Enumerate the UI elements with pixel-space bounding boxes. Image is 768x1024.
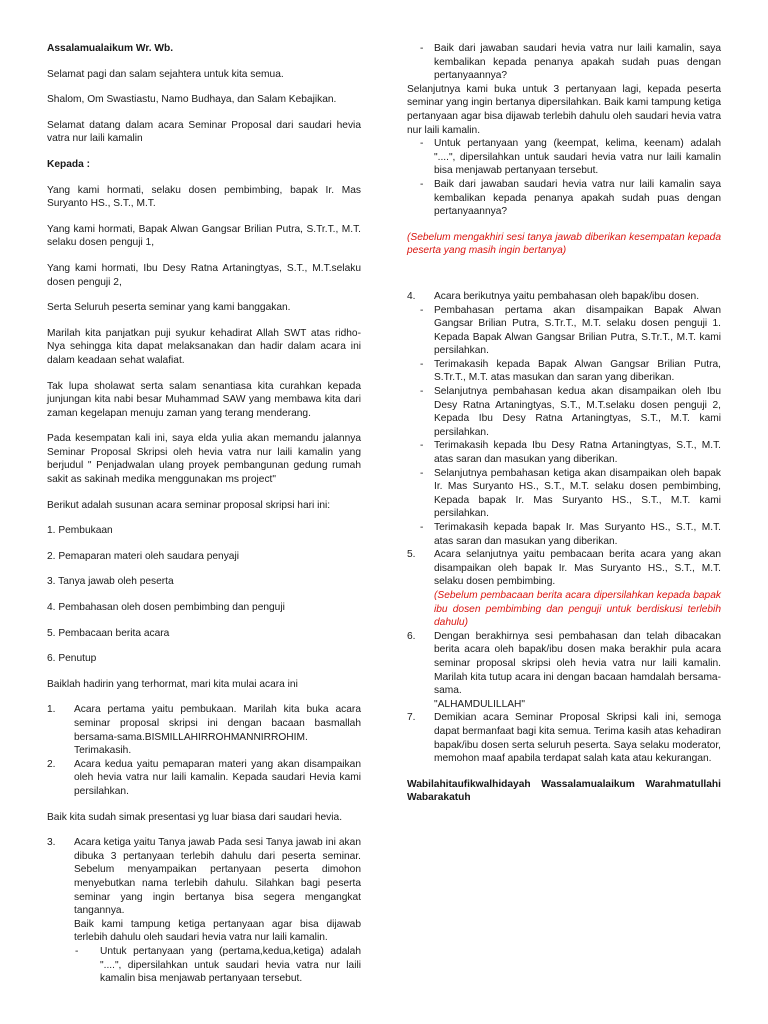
left-column: [47, 42, 361, 986]
item-text: Acara ketiga yaitu Tanya jawab Pada sesi Tanya jawab ini akan dibuka 3 pertanyaan terlebih dahulu dari peserta seminar. Sebelum menyampaikan pertanyaan peserta dimohon menyebutkan nama terlebih dahulu. Silahkan bagi peserta seminar yang ingin bertanya bisa segera mengangkat tangannya.: [74, 837, 361, 917]
sub-item: [47, 945, 361, 986]
agenda-item: 3. Tanya jawab oleh peserta: [47, 576, 174, 588]
sub-item: [407, 385, 721, 439]
paragraph: Baik kita sudah simak presentasi yg luar biasa dari saudari hevia.: [47, 811, 343, 823]
item-text: "ALHAMDULILLAH": [434, 698, 526, 710]
item-number: 2.: [47, 758, 56, 770]
paragraph: Shalom, Om Swastiastu, Namo Budhaya, dan Salam Kebajikan.: [47, 94, 337, 106]
item-text: Acara kedua yaitu pemaparan materi yang akan disampaikan oleh hevia vatra nur laili kamalin. Kepada saudari Hevia kami persilahkan.: [74, 758, 361, 797]
paragraph: Pada kesempatan kali ini, saya elda yulia akan memandu jalannya Seminar Proposal Skripsi oleh hevia vatra nur laili kamalin yang berjudul " Penjadwalan ulang proyek pembangunan gedung rumah sakit as sakinah medika menggunakan ms project": [47, 433, 361, 486]
agenda-item: 2. Pemaparan materi oleh saudara penyaji: [47, 550, 239, 562]
paragraph: Yang kami hormati, Ibu Desy Ratna Artaningtyas, S.T., M.T.selaku dosen penguji 2,: [47, 262, 361, 288]
sub-item-text: Untuk pertanyaan yang (keempat, kelima, keenam) adalah "....", dipersilahkan untuk saudari hevia vatra nur laili kamalin bisa menjawab pertanyaan tersebut.: [434, 138, 721, 177]
paragraph: Yang kami hormati, selaku dosen pembimbing, bapak Ir. Mas Suryanto HS., S.T., M.T.: [47, 184, 361, 210]
agenda-item: 5. Pembacaan berita acara: [47, 627, 170, 639]
paragraph: Baiklah hadirin yang terhormat, mari kita mulai acara ini: [47, 678, 298, 690]
numbered-item-5: [407, 548, 721, 630]
right-column: [407, 42, 721, 805]
item-number: 5.: [407, 549, 416, 561]
numbered-item-3: [47, 836, 361, 945]
sub-item-text: Selanjutnya pembahasan ketiga akan disampaikan oleh bapak Ir. Mas Suryanto HS., S.T., M.T. selaku dosen pembimbing, Kepada bapak Ir. Mas Suryanto HS., S.T., M.T. kami persilahkan.: [434, 467, 721, 520]
item-text: Baik kami tampung ketiga pertanyaan agar bisa dijawab terlebih dahulu oleh saudari hevia vatra nur laili kamalin.: [74, 918, 361, 944]
sub-item-text: Baik dari jawaban saudari hevia vatra nur laili kamalin saya kembalikan kepada penanya apakah sudah puas dengan pertanyaannya?: [434, 178, 721, 218]
paragraph: Selamat pagi dan salam sejahtera untuk kita semua.: [47, 68, 284, 80]
item-text: Demikian acara Seminar Proposal Skripsi kali ini, semoga dapat bermanfaat bagi kita semua. Terima kasih atas kehadiran bapak/ibu dosen serta seluruh peserta. Saya selaku moderator, memohon maaf apabila terdapat salah kata atau kekurangan.: [434, 712, 721, 765]
item-text: Acara pertama yaitu pembukaan. Marilah kita buka acara seminar proposal skripsi ini dengan bacaan basmallah bersama-sama.BISMILLAHIRROHMANNIRROHIM. Terimakasih.: [74, 704, 361, 757]
kepada-heading: Kepada :: [47, 158, 91, 170]
sub-item: [407, 358, 721, 385]
item-text: Acara selanjutnya yaitu pembacaan berita acara yang akan disampaikan oleh bapak Ir. Mas Suryanto HS., S.T., M.T. selaku dosen pembimbing.: [434, 549, 721, 588]
greeting: Assalamualaikum Wr. Wb.: [47, 43, 174, 54]
dash-bullet: -: [420, 440, 424, 452]
dash-bullet: -: [420, 386, 424, 398]
sub-item-text: Terimakasih kepada Bapak Alwan Gangsar Brilian Putra, S.Tr.T., M.T. atas masukan dan saran yang diberikan.: [434, 358, 721, 384]
agenda-item: 4. Pembahasan oleh dosen pembimbing dan penguji: [47, 602, 285, 614]
dash-bullet: -: [420, 43, 424, 54]
sub-item-text: Untuk pertanyaan yang (pertama,kedua,ketiga) adalah "....", dipersilahkan untuk saudari hevia vatra nur laili kamalin bisa menjawab pertanyaan tersebut.: [100, 945, 361, 985]
sub-item-text: Pembahasan pertama akan disampaikan Bapak Alwan Gangsar Brilian Putra, S.Tr.T., M.T. selaku dosen penguji 1. Kepada Bapak Alwan Gangsar Brilian Putra, S.Tr.T., M.T. kami persilahkan.: [434, 304, 721, 357]
paragraph: Selamat datang dalam acara Seminar Proposal dari saudari hevia vatra nur laili kamalin: [47, 119, 361, 145]
sub-item-text: Terimakasih kepada Ibu Desy Ratna Artaningtyas, S.T., M.T. atas saran dan masukan yang diberikan.: [434, 440, 721, 466]
sub-item: [407, 137, 721, 178]
item-number: 7.: [407, 712, 416, 724]
paragraph: Berikut adalah susunan acara seminar proposal skripsi hari ini:: [47, 499, 331, 511]
paragraph: Yang kami hormati, Bapak Alwan Gangsar Brilian Putra, S.Tr.T., M.T. selaku dosen penguji 1,: [47, 223, 361, 249]
dash-bullet: -: [75, 945, 79, 957]
closing-salutation: Wabilahitaufikwalhidayah Wassalamualaikum Warahmatullahi Wabarakatuh: [407, 778, 721, 804]
numbered-item-7: [407, 711, 721, 765]
dash-bullet: -: [420, 304, 424, 316]
red-note: (Sebelum mengakhiri sesi tanya jawab diberikan kesempatan kepada peserta yang masih ingin bertanya): [407, 231, 721, 257]
paragraph: Tak lupa sholawat serta salam senantiasa kita curahkan kepada junjungan kita nabi besar Muhammad SAW yang membawa kita dari zaman kegelapan menuju zaman yang terang menderang.: [47, 380, 361, 419]
sub-item-text: Terimakasih kepada bapak Ir. Mas Suryanto HS., S.T., M.T. atas saran dan masukan yang diberikan.: [434, 522, 721, 547]
sub-item: [407, 42, 721, 83]
sub-item-text: Selanjutnya pembahasan kedua akan disampaikan oleh Ibu Desy Ratna Artaningtyas, S.T., M.T.selaku dosen penguji 2, Kepada Ibu Desy Ratna Artaningtyas, S.T., M.T. kami persilahkan.: [434, 386, 721, 438]
item-number: 3.: [47, 837, 56, 849]
sub-item-text: Baik dari jawaban saudari hevia vatra nur laili kamalin, saya kembalikan kepada penanya apakah sudah puas dengan pertanyaannya?: [434, 43, 721, 82]
dash-bullet: -: [420, 178, 424, 190]
numbered-item-6: [407, 630, 721, 712]
dash-bullet: -: [420, 467, 424, 479]
numbered-item-1: [47, 703, 361, 757]
sub-item: [407, 178, 721, 219]
sub-item: [407, 521, 721, 548]
red-note: (Sebelum pembacaan berita acara dipersilahkan kepada bapak ibu dosen pembimbing dan penguji untuk berdiskusi terlebih dahulu): [434, 589, 721, 629]
dash-bullet: -: [420, 138, 424, 150]
dash-bullet: -: [420, 522, 424, 533]
agenda-item: 6. Penutup: [47, 653, 97, 665]
sub-item: [407, 439, 721, 466]
dash-bullet: -: [420, 358, 424, 370]
item-text: Acara berikutnya yaitu pembahasan oleh bapak/ibu dosen.: [434, 290, 700, 302]
sub-item: [407, 467, 721, 521]
agenda-item: 1. Pembukaan: [47, 525, 113, 537]
paragraph: Selanjutnya kami buka untuk 3 pertanyaan lagi, kepada peserta seminar yang ingin bertanya dipersilahkan. Baik kami tampung ketiga pertanyaan agar bisa dijawab terlebih dahulu oleh saudari hevia vatra nur laili kamalin.: [407, 83, 721, 136]
item-number: 4.: [407, 290, 416, 302]
paragraph: Serta Seluruh peserta seminar yang kami banggakan.: [47, 302, 291, 314]
sub-item: [407, 304, 721, 358]
numbered-item-4: [407, 290, 721, 304]
item-number: 6.: [407, 630, 416, 642]
numbered-item-2: [47, 758, 361, 799]
item-number: 1.: [47, 704, 56, 716]
item-text: Dengan berakhirnya sesi pembahasan dan telah dibacakan berita acara oleh bapak/ibu dosen maka berakhir pula acara seminar proposal skripsi oleh hevia vatra nur laili kamalin. Marilah kita tutup acara ini dengan bacaan hamdalah bersama-sama.: [434, 630, 721, 697]
paragraph: Marilah kita panjatkan puji syukur kehadirat Allah SWT atas ridho-Nya sehingga kita dapat melaksanakan dan hadir dalam acara ini dalam keadaan sehat walafiat.: [47, 327, 361, 366]
